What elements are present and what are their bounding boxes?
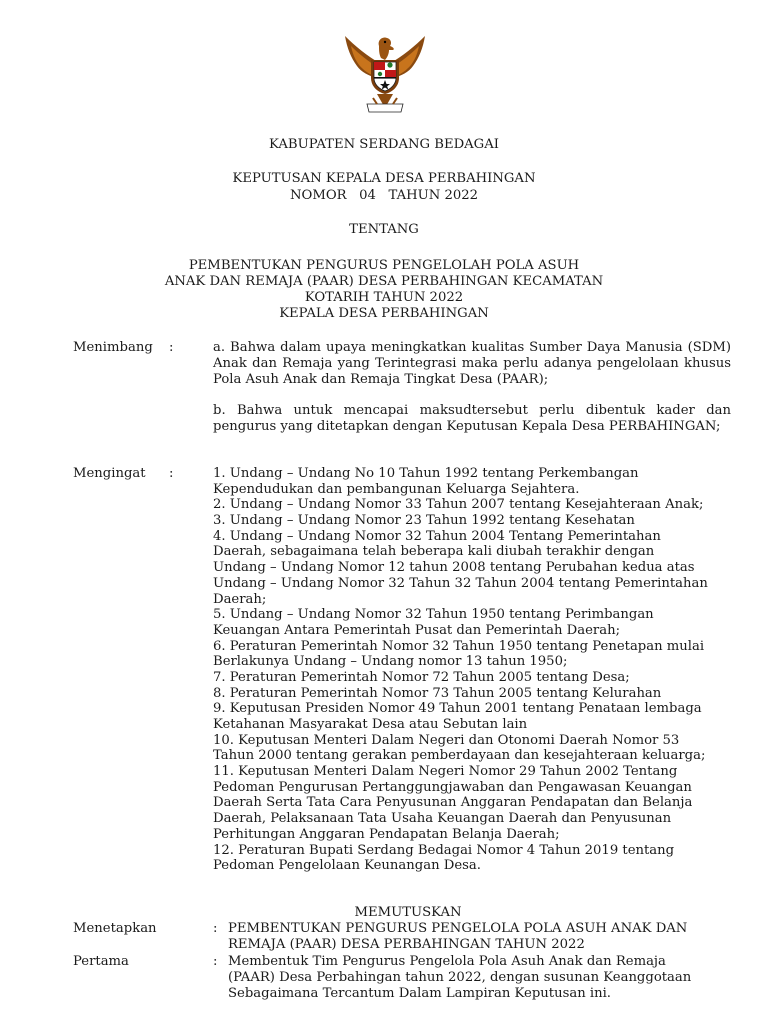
mengingat-line: 5. Undang – Undang Nomor 32 Tahun 1950 tentang Perimbangan — [213, 607, 654, 623]
mengingat-line: Daerah, sebagaimana telah beberapa kali diubah terakhir dengan — [213, 544, 655, 560]
pertama-line: Membentuk Tim Pengurus Pengelola Pola Asuh Anak dan Remaja — [228, 954, 666, 969]
mengingat-list — [213, 466, 708, 874]
mengingat-line: 6. Peraturan Pemerintah Nomor 32 Tahun 1950 tentang Penetapan mulai — [213, 638, 705, 654]
mengingat-line: Berlakunya Undang – Undang nomor 13 tahun 1950; — [213, 654, 568, 670]
mengingat-line: Undang – Undang Nomor 12 tahun 2008 tentang Perubahan kedua atas — [213, 560, 695, 576]
mengingat-line: Pedoman Pengelolaan Keunangan Desa. — [213, 858, 481, 874]
mengingat-line: Pedoman Pengurusan Pertanggungjawaban dan Pengawasan Keuangan — [213, 779, 692, 795]
pertama-line: (PAAR) Desa Perbahingan tahun 2022, dengan susunan Keanggotaan — [228, 970, 692, 985]
title-line: KEPALA DESA PERBAHINGAN — [279, 306, 489, 321]
mengingat-line: 4. Undang – Undang Nomor 32 Tahun 2004 Tentang Pemerintahan — [213, 528, 661, 544]
menimbang-label: Menimbang — [73, 340, 153, 355]
mengingat-line: 8. Peraturan Pemerintah Nomor 73 Tahun 2005 tentang Kelurahan — [213, 685, 662, 701]
mengingat-line: Tahun 2000 tentang gerakan pemberdayaan dan kesejahteraan keluarga; — [213, 748, 706, 764]
garuda-emblem — [337, 34, 433, 120]
title-line: PEMBENTUKAN PENGURUS PENGELOLAH POLA ASUH — [188, 258, 580, 273]
mengingat-line: 2. Undang – Undang Nomor 33 Tahun 2007 tentang Kesejahteraan Anak; — [213, 497, 704, 513]
mengingat-line: Ketahanan Masyarakat Desa atau Sebutan lain — [213, 717, 528, 732]
menimbang-item-b: b. Bahwa untuk mencapai maksudtersebut perlu dibentuk kader dan pengurus yang ditetapkan dengan Keputusan Kepala Desa PERBAHINGAN; — [213, 403, 731, 434]
mengingat-line: Undang – Undang Nomor 32 Tahun 32 Tahun 2004 tentang Pemerintahan — [213, 575, 708, 591]
menetapkan-line: PEMBENTUKAN PENGURUS PENGELOLA POLA ASUH ANAK DAN — [228, 921, 688, 936]
mengingat-line: 3. Undang – Undang Nomor 23 Tahun 1992 tentang Kesehatan — [213, 513, 635, 529]
mengingat-line: Daerah, Pelaksanaan Tata Usaha Keuangan Daerah dan Penyusunan — [213, 811, 672, 827]
regency-heading: KABUPATEN SERDANG BEDAGAI — [269, 137, 499, 152]
menetapkan-colon: : — [213, 921, 218, 936]
menetapkan-label: Menetapkan — [73, 921, 157, 936]
mengingat-line: 7. Peraturan Pemerintah Nomor 72 Tahun 2005 tentang Desa; — [213, 669, 630, 685]
mengingat-line: Keuangan Antara Pemerintah Pusat dan Pemerintah Daerah; — [213, 622, 621, 638]
mengingat-colon: : — [169, 466, 174, 481]
mengingat-label: Mengingat — [73, 466, 146, 481]
mengingat-line: Kependudukan dan pembangunan Keluarga Sejahtera. — [213, 481, 580, 497]
mengingat-line: 9. Keputusan Presiden Nomor 49 Tahun 2001 tentang Penataan lembaga — [213, 701, 702, 717]
mengingat-line: 1. Undang – Undang No 10 Tahun 1992 tentang Perkembangan — [213, 466, 639, 481]
menetapkan-line: REMAJA (PAAR) DESA PERBAHINGAN TAHUN 2022 — [228, 937, 585, 952]
title-line: KOTARIH TAHUN 2022 — [304, 290, 464, 305]
menimbang-item-a: a. Bahwa dalam upaya meningkatkan kualitas Sumber Daya Manusia (SDM) Anak dan Remaja yang Terintegrasi maka perlu adanya pengelolaan khusus Pola Asuh Anak dan Remaja Tingkat Desa (PAAR); — [213, 340, 731, 387]
mengingat-line: Daerah Serta Tata Cara Penyusunan Anggaran Pendapatan dan Belanja — [213, 795, 693, 811]
decree-number: NOMOR 04 TAHUN 2022 — [289, 188, 479, 203]
pertama-text — [228, 954, 691, 1002]
memutuskan-heading: MEMUTUSKAN — [354, 905, 462, 920]
decree-heading: KEPUTUSAN KEPALA DESA PERBAHINGAN — [232, 171, 536, 186]
title-line: ANAK DAN REMAJA (PAAR) DESA PERBAHINGAN KECAMATAN — [164, 274, 604, 289]
mengingat-line: 10. Keputusan Menteri Dalam Negeri dan Otonomi Daerah Nomor 53 — [213, 732, 680, 748]
pertama-label: Pertama — [73, 954, 129, 969]
mengingat-line: Daerah; — [213, 591, 267, 607]
mengingat-line: 11. Keputusan Menteri Dalam Negeri Nomor 29 Tahun 2002 Tentang — [213, 764, 678, 780]
menimbang-colon: : — [169, 340, 174, 355]
pertama-colon: : — [213, 954, 218, 969]
about-heading: TENTANG — [349, 222, 419, 237]
mengingat-line: Perhitungan Anggaran Pendapatan Belanja Daerah; — [213, 826, 560, 842]
mengingat-line: 12. Peraturan Bupati Serdang Bedagai Nomor 4 Tahun 2019 tentang — [213, 842, 675, 858]
menetapkan-text — [228, 921, 687, 953]
pertama-line: Sebagaimana Tercantum Dalam Lampiran Keputusan ini. — [228, 986, 612, 1001]
